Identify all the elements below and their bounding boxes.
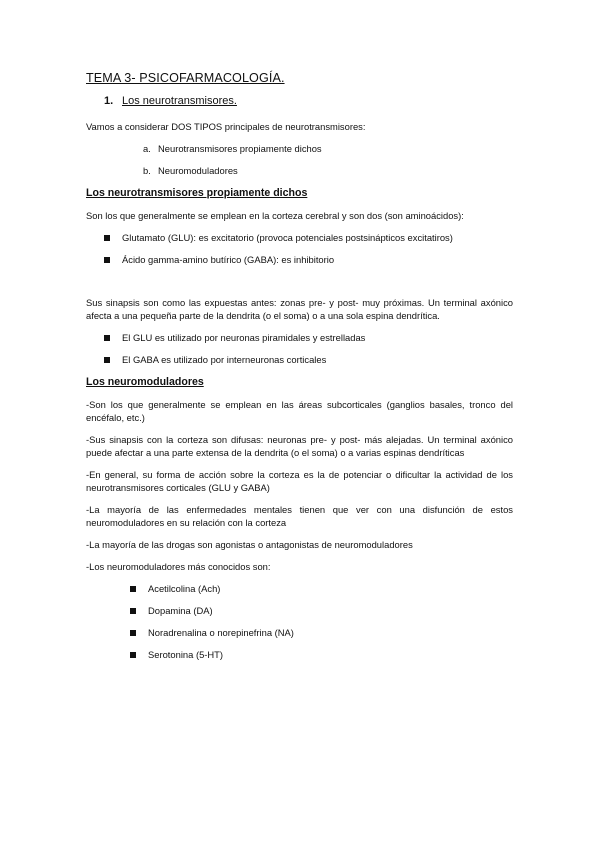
square-bullet-icon bbox=[104, 235, 110, 241]
list-item bbox=[104, 231, 513, 244]
nm-paragraph: -Sus sinapsis con la corteza son difusas: neuronas pre- y post- más alejadas. Un terminal axónico puede afectar a una parte extensa de la dendrita (o el soma) o a varias espinas dendríticas bbox=[86, 434, 513, 458]
list-item-text: Glutamato (GLU): es excitatorio (provoca potenciales postsinápticos excitatiros) bbox=[122, 232, 453, 243]
list-item-text: Ácido gamma-amino butírico (GABA): es inhibitorio bbox=[122, 254, 335, 265]
list-item bbox=[143, 164, 513, 177]
square-bullet-icon bbox=[130, 586, 136, 592]
list-item-text: Noradrenalina o norepinefrina (NA) bbox=[148, 627, 294, 638]
section-heading-neurotransmitters bbox=[104, 95, 513, 108]
subheading-neuromodulators: Los neuromoduladores bbox=[86, 376, 204, 388]
list-item bbox=[130, 626, 513, 639]
nm-paragraph: -Los neuromoduladores más conocidos son: bbox=[86, 561, 271, 572]
section-number: 1. bbox=[104, 95, 114, 107]
synapsis-paragraph: Sus sinapsis son como las expuestas antes: zonas pre- y post- muy próximas. Un terminal axónico afecta a una pequeña parte de la dendrita (o el soma) o a una sola espina dendrítica. bbox=[86, 297, 513, 321]
square-bullet-icon bbox=[104, 257, 110, 263]
intro-paragraph: Vamos a considerar DOS TIPOS principales de neurotransmisores: bbox=[86, 121, 366, 132]
square-bullet-icon bbox=[104, 335, 110, 341]
square-bullet-icon bbox=[104, 357, 110, 363]
document-title: TEMA 3- PSICOFARMACOLOGÍA. bbox=[86, 71, 285, 85]
list-item bbox=[130, 582, 513, 595]
known-neuromodulators-list bbox=[130, 582, 513, 661]
list-item-text: El GLU es utilizado por neuronas piramidales y estrelladas bbox=[122, 332, 366, 343]
nm-paragraph: -Son los que generalmente se emplean en las áreas subcorticales (ganglios basales, tronco del encéfalo, etc.) bbox=[86, 399, 513, 423]
nm-paragraph: -La mayoría de las drogas son agonistas o antagonistas de neuromoduladores bbox=[86, 539, 413, 550]
list-marker: b. bbox=[143, 165, 151, 176]
section-title: Los neurotransmisores. bbox=[122, 95, 237, 107]
square-bullet-icon bbox=[130, 652, 136, 658]
nt-description: Son los que generalmente se emplean en la corteza cerebral y son dos (son aminoácidos): bbox=[86, 210, 464, 221]
list-item bbox=[104, 353, 513, 366]
types-list bbox=[143, 142, 513, 177]
nm-paragraph: -En general, su forma de acción sobre la corteza es la de potenciar o dificultar la actividad de los neurotransmisores corticales (GLU y GABA) bbox=[86, 469, 513, 493]
list-item-text: Neuromoduladores bbox=[158, 165, 238, 176]
nm-paragraph: -La mayoría de las enfermedades mentales tienen que ver con una disfunción de estos neuromoduladores en su relación con la corteza bbox=[86, 504, 513, 528]
nt-list bbox=[104, 231, 513, 266]
usage-list bbox=[104, 331, 513, 366]
list-item-text: Dopamina (DA) bbox=[148, 605, 213, 616]
list-marker: a. bbox=[143, 143, 151, 154]
list-item-text: El GABA es utilizado por interneuronas corticales bbox=[122, 354, 327, 365]
list-item-text: Acetilcolina (Ach) bbox=[148, 583, 221, 594]
list-item bbox=[143, 142, 513, 155]
spacer bbox=[86, 276, 513, 296]
square-bullet-icon bbox=[130, 608, 136, 614]
square-bullet-icon bbox=[130, 630, 136, 636]
list-item bbox=[130, 604, 513, 617]
list-item bbox=[104, 331, 513, 344]
list-item-text: Neurotransmisores propiamente dichos bbox=[158, 143, 322, 154]
list-item bbox=[130, 648, 513, 661]
list-item-text: Serotonina (5-HT) bbox=[148, 649, 224, 660]
subheading-neurotransmitters: Los neurotransmisores propiamente dichos bbox=[86, 187, 308, 199]
list-item bbox=[104, 253, 513, 266]
